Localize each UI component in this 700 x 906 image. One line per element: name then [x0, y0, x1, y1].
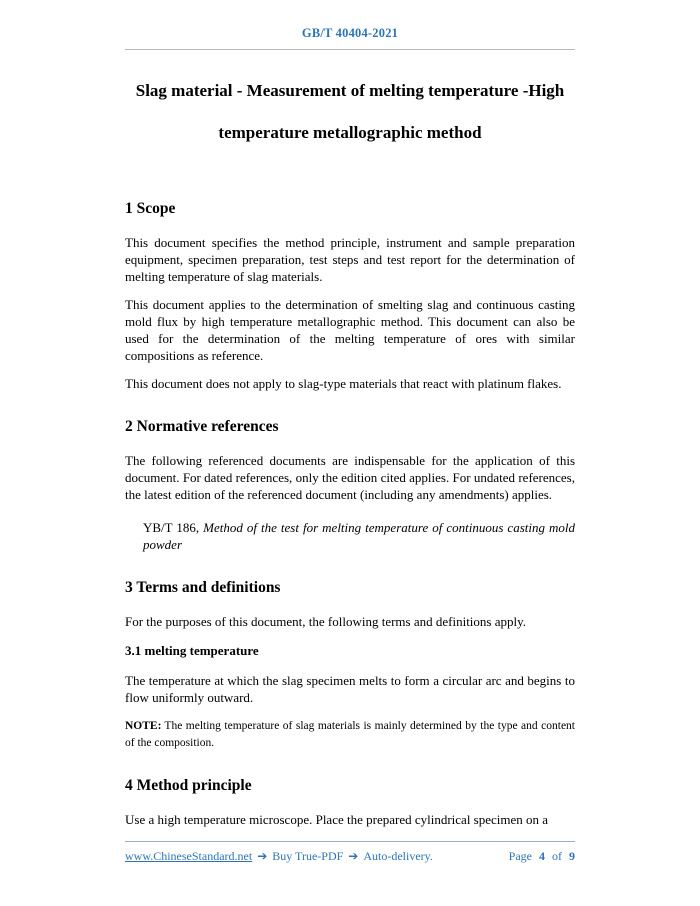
footer-left-group [125, 849, 433, 864]
title-line-1: Slag material - Measurement of melting temperature -High [135, 81, 565, 100]
scope-paragraph-3: This document does not apply to slag-type materials that react with platinum flakes. [125, 376, 562, 391]
section-heading-terms-definitions: 3 Terms and definitions [125, 579, 281, 596]
document-body [0, 70, 700, 828]
method-paragraph: Use a high temperature microscope. Place the prepared cylindrical specimen on a [125, 812, 549, 827]
reference-title: Method of the test for melting temperature of continuous casting mold powder [143, 520, 575, 552]
footer-site-link[interactable]: www.ChineseStandard.net [125, 849, 253, 863]
terms-intro-paragraph: For the purposes of this document, the following terms and definitions apply. [125, 614, 527, 629]
document-title [125, 70, 575, 154]
right-arrow-icon: ➔ [257, 849, 268, 863]
note-text: The melting temperature of slag materials is mainly determined by the type and content of the composition. [125, 720, 575, 749]
reference-entry [143, 519, 575, 553]
page-footer [125, 841, 575, 864]
note-paragraph [125, 718, 575, 751]
right-arrow-icon: ➔ [348, 849, 359, 863]
section-heading-normative-references: 2 Normative references [125, 418, 279, 435]
section-heading-method-principle: 4 Method principle [125, 777, 252, 794]
footer-divider [125, 841, 575, 842]
scope-paragraph-2: This document applies to the determination of smelting slag and continuous casting mold flux by high temperature metallographic method. This document can also be used for the determination of the melting temperature of ores with similar compositions as reference. [125, 297, 575, 363]
reference-code: YB/T 186, [143, 520, 200, 535]
footer-page-number: 4 [539, 849, 545, 863]
term-3-1-heading: 3.1 melting temperature [125, 643, 259, 658]
title-line-2: temperature metallographic method [218, 123, 482, 142]
header-divider [125, 49, 575, 50]
note-label: NOTE: [125, 720, 162, 732]
section-heading-scope: 1 Scope [125, 200, 176, 217]
footer-page-label: Page [508, 849, 532, 863]
footer-of-label: of [552, 849, 562, 863]
page-header [0, 0, 700, 50]
scope-paragraph-1: This document specifies the method principle, instrument and sample preparation equipment, specimen preparation, test steps and test report for the determination of melting temperature of slag materials. [125, 235, 575, 284]
header-standard-code: GB/T 40404-2021 [301, 26, 399, 40]
footer-row [125, 849, 575, 864]
footer-page-total: 9 [569, 849, 575, 863]
footer-delivery-label: Auto-delivery. [363, 849, 433, 863]
normative-paragraph: The following referenced documents are indispensable for the application of this document. For dated references, only the edition cited applies. For undated references, the latest edition of the referenced document (including any amendments) applies. [125, 453, 575, 502]
term-definition-paragraph: The temperature at which the slag specimen melts to form a circular arc and begins to flow uniformly outward. [125, 673, 575, 705]
footer-buy-label: Buy True-PDF [272, 849, 344, 863]
footer-page-indicator [505, 849, 575, 864]
